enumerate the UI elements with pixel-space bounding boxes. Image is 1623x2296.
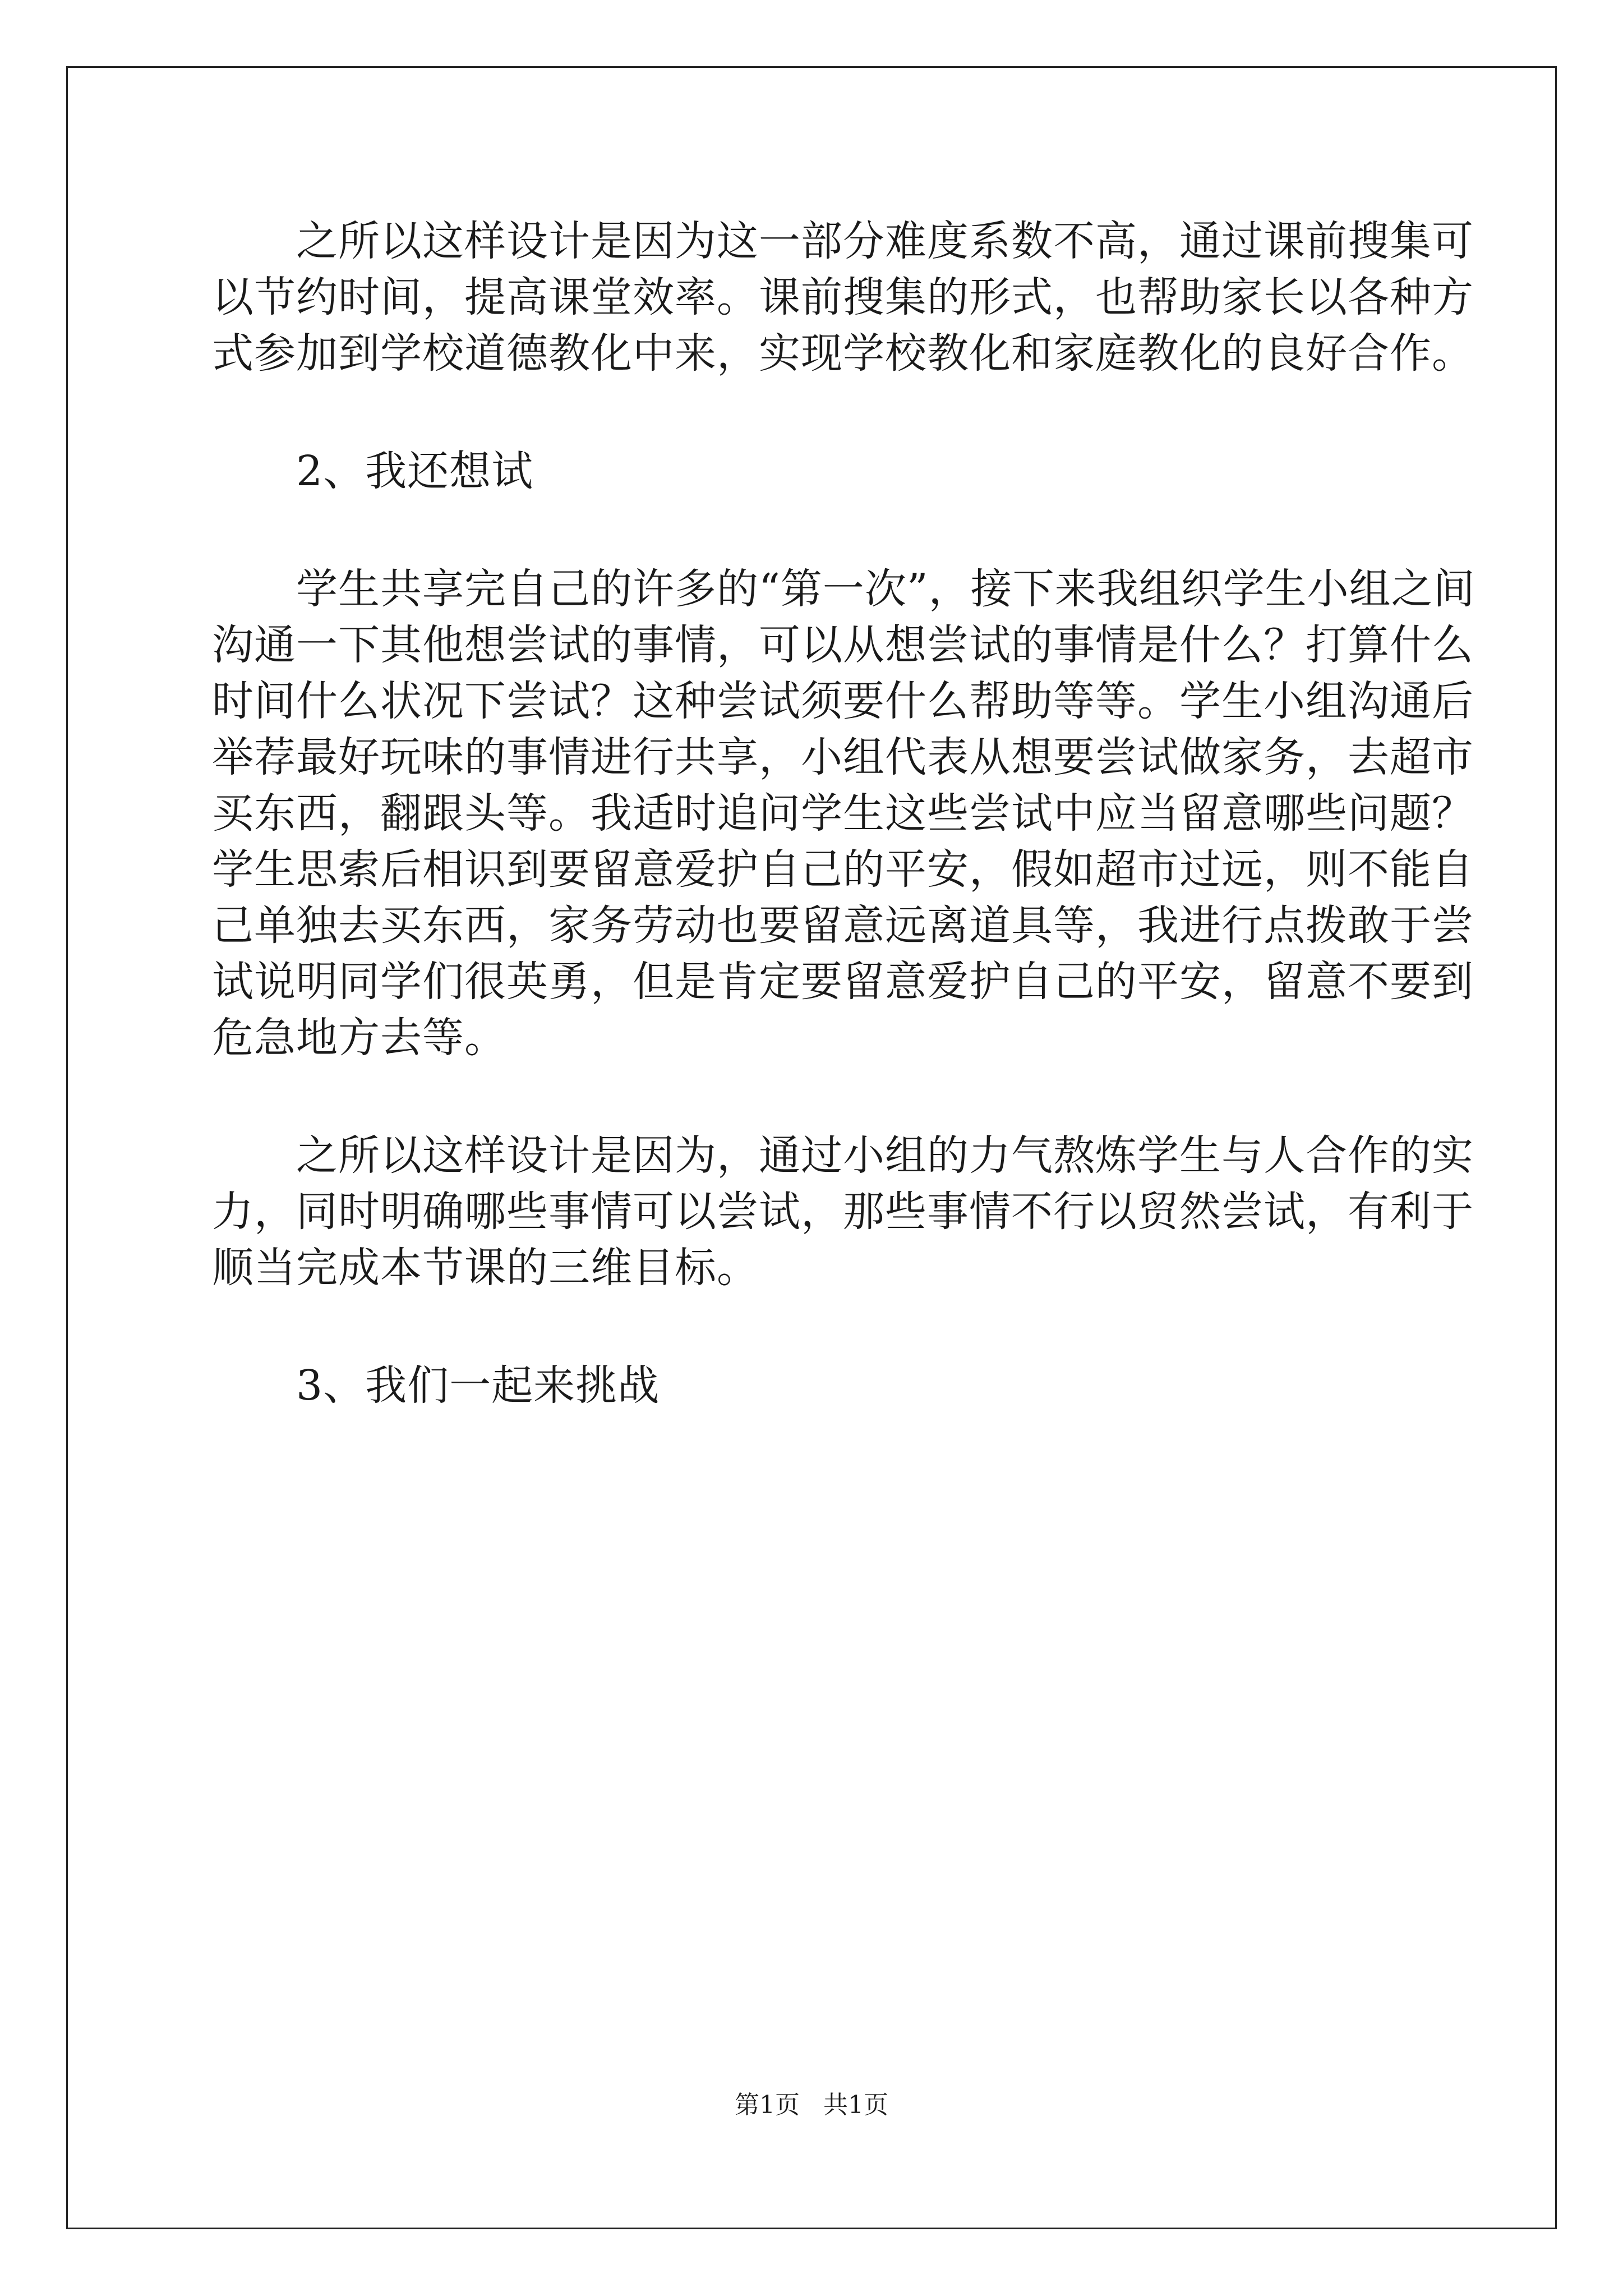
text-line: 学生思索后相识到要留意爱护自己的平安，假如超市过远，则不能自 — [212, 845, 1474, 894]
page-number-total: 共1页 — [823, 2091, 888, 2119]
text-line: 顺当完成本节课的三维目标。 — [212, 1244, 759, 1292]
page-footer — [0, 2088, 1623, 2122]
text-line: 沟通一下其他想尝试的事情，可以从想尝试的事情是什么？打算什么 — [212, 621, 1474, 669]
text-line: 学生共享完自己的许多的“第一次”，接下来我组织学生小组之间 — [296, 565, 1476, 613]
document-body — [212, 213, 1476, 1414]
text-line: 危急地方去等。 — [212, 1014, 506, 1062]
text-line: 之所以这样设计是因为，通过小组的力气熬炼学生与人合作的实 — [296, 1131, 1474, 1180]
paragraph-design-rationale-2 — [212, 1128, 1474, 1296]
text-line: 式参加到学校道德教化中来，实现学校教化和家庭教化的良好合作。 — [212, 329, 1474, 378]
text-line: 之所以这样设计是因为这一部分难度系数不高，通过课前搜集可 — [296, 217, 1474, 265]
text-line: 时间什么状况下尝试？这种尝试须要什么帮助等等。学生小组沟通后 — [212, 677, 1474, 725]
text-line: 试说明同学们很英勇，但是肯定要留意爱护自己的平安，留意不要到 — [212, 958, 1474, 1006]
section-heading-3 — [212, 1358, 1429, 1414]
section-heading: 2、我还想试 — [296, 447, 534, 495]
text-line: 举荐最好玩味的事情进行共享，小组代表从想要尝试做家务，去超市 — [212, 733, 1474, 781]
text-line: 力，同时明确哪些事情可以尝试，那些事情不行以贸然尝试，有利于 — [212, 1188, 1474, 1236]
text-line: 己单独去买东西，家务劳动也要留意远离道具等，我进行点拨敢于尝 — [212, 901, 1474, 950]
section-heading: 3、我们一起来挑战 — [296, 1361, 660, 1410]
paragraph-group-discussion — [212, 561, 1476, 1066]
paragraph-design-rationale-1 — [212, 213, 1474, 381]
text-line: 买东西，翻跟头等。我适时追问学生这些尝试中应当留意哪些问题？ — [212, 789, 1474, 838]
page-number-current: 第1页 — [735, 2091, 800, 2119]
text-line: 以节约时间，提高课堂效率。课前搜集的形式，也帮助家长以各种方 — [212, 273, 1474, 321]
section-heading-2 — [212, 443, 1429, 499]
